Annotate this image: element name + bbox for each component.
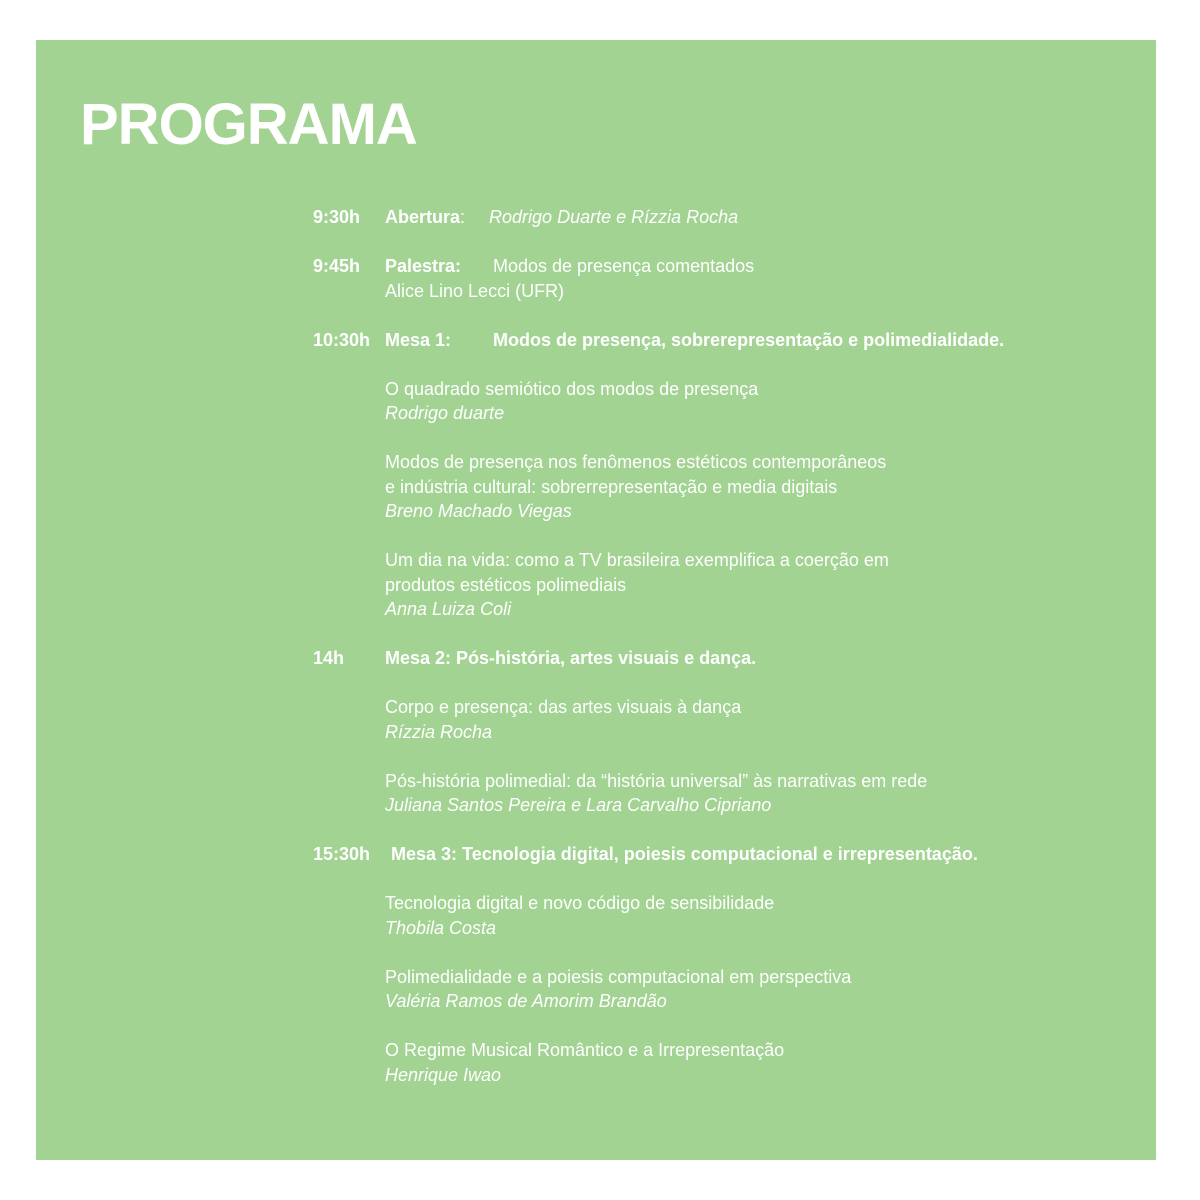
session-time: 9:30h	[313, 207, 361, 227]
session-kind: Mesa 1:	[385, 329, 452, 350]
talk-speaker: Henrique Iwao	[385, 1064, 502, 1085]
talk-speaker: Valéria Ramos de Amorim Brandão	[385, 991, 667, 1011]
talk-speaker: Thobila Costa	[385, 917, 497, 938]
talk-title: Tecnologia digital e novo código de sensibilidade	[385, 893, 775, 913]
session-time: 15:30h	[313, 844, 371, 864]
session-time: 14h	[313, 648, 345, 668]
talk-item	[385, 377, 1133, 426]
talk-title-line: e indústria cultural: sobrerrepresentação e media digitais	[385, 476, 838, 497]
session-kind: Palestra:	[385, 256, 462, 276]
talk-speaker: Juliana Santos Pereira e Lara Carvalho Cipriano	[385, 795, 772, 815]
session-kind-colon: :	[460, 207, 466, 227]
talk-speaker: Anna Luiza Coli	[385, 599, 512, 619]
talk-item	[385, 1038, 1133, 1087]
session-heading: Mesa 2: Pós-história, artes visuais e dança.	[385, 648, 757, 668]
talk-item	[385, 450, 1133, 524]
talk-title-line: Modos de presença nos fenômenos estéticos contemporâneos	[385, 452, 887, 472]
talk-title-line: produtos estéticos polimediais	[385, 574, 627, 595]
talk-speaker: Rodrigo duarte	[385, 403, 505, 423]
talk-item	[385, 548, 1133, 622]
session-theme: Modos de presença, sobrerepresentação e polimedialidade.	[493, 329, 1005, 350]
talk-title: O quadrado semiótico dos modos de presença	[385, 378, 759, 399]
talk-title: Corpo e presença: das artes visuais à dança	[385, 697, 742, 717]
talk-title: Polimedialidade e a poiesis computacional em perspectiva	[385, 966, 852, 987]
session-opening	[313, 205, 1133, 230]
session-speakers: Rodrigo Duarte e Rízzia Rocha	[489, 207, 739, 227]
program-panel	[36, 40, 1156, 1160]
program-list	[313, 205, 1133, 1087]
session-panel-2	[313, 646, 1133, 818]
session-panel-3	[313, 842, 1133, 1087]
session-lecture	[313, 254, 1133, 303]
talk-speaker: Rízzia Rocha	[385, 721, 493, 742]
session-heading: Mesa 3: Tecnologia digital, poiesis computacional e irrepresentação.	[391, 844, 978, 864]
talk-item	[385, 769, 1133, 818]
page-title: PROGRAMA	[80, 92, 417, 157]
talk-title: Modos de presença comentados	[493, 256, 755, 276]
talk-item	[385, 695, 1133, 744]
talk-title-line: Um dia na vida: como a TV brasileira exemplifica a coerção em	[385, 550, 889, 570]
talk-item	[385, 965, 1133, 1014]
session-time: 10:30h	[313, 329, 371, 350]
session-kind: Abertura	[385, 207, 461, 227]
talk-item	[385, 891, 1133, 940]
talk-title: Pós-história polimedial: da “história universal” às narrativas em rede	[385, 770, 928, 791]
talk-speaker: Breno Machado Viegas	[385, 501, 572, 521]
talk-title: O Regime Musical Romântico e a Irrepresentação	[385, 1040, 785, 1060]
session-time: 9:45h	[313, 256, 361, 276]
talk-speaker: Alice Lino Lecci (UFR)	[385, 280, 565, 301]
session-panel-1	[313, 328, 1133, 622]
